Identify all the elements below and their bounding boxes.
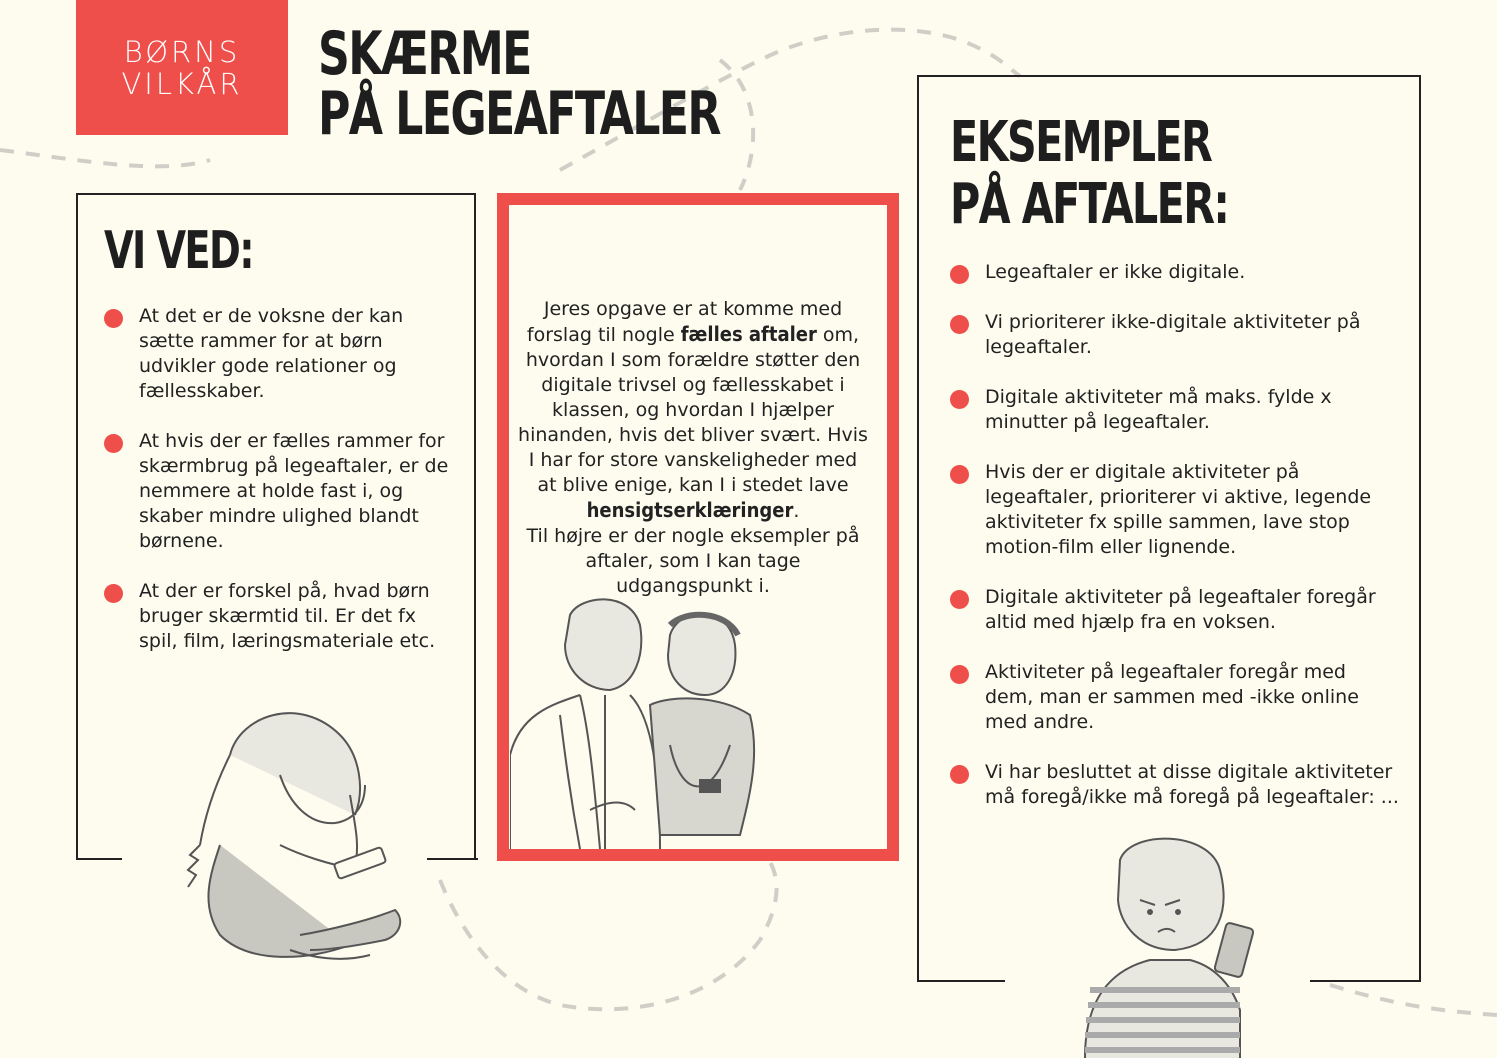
task-text-part-4: Til højre er der nogle eksempler på aftaler, som I kan tage udgangspunkt i. [526, 525, 860, 597]
keyword-hensigtserklaeringer: hensigtserklæringer [586, 498, 794, 522]
list-item: At det er de voksne der kan sætte rammer for at børn udvikler gode relationer og fællesskaber. [104, 304, 454, 404]
list-item: Digitale aktiviteter må maks. fylde x minutter på legeaftaler. [950, 385, 1400, 435]
list-item: Legeaftaler er ikke digitale. [950, 260, 1400, 285]
eksempler-heading [950, 112, 1228, 236]
list-item: Hvis der er digitale aktiviteter på legeaftaler, prioriterer vi aktive, legende aktiviteter fx spille sammen, lave stop motion-film eller lignende. [950, 460, 1400, 560]
girl-with-phone-illustration [160, 695, 410, 975]
list-item: At hvis der er fælles rammer for skærmbrug på legeaftaler, er de nemmere at holde fast i, og skaber mindre ulighed blandt børnene. [104, 429, 454, 554]
box-border-segment [917, 980, 1005, 982]
vi-ved-list [104, 304, 454, 679]
two-children-illustration [510, 595, 887, 849]
keyword-faelles-aftaler: fælles aftaler [680, 322, 817, 346]
task-text-part-1: Jeres opgave er at komme med forslag til nogle [526, 298, 843, 346]
title-line-2: PÅ LEGEAFTALER [318, 79, 720, 149]
eksempler-heading-line-2: PÅ AFTALER: [950, 172, 1229, 237]
task-text-part-2: om, hvordan I som forældre støtter den digitale trivsel og fællesskabet i klassen, og hvordan I hjælper hinanden, hvis det bliver svært. Hvis I har for store vanskeligheder med at blive enige, kan I i stedet lave [518, 324, 868, 496]
list-item: Digitale aktiviteter på legeaftaler foregår altid med hjælp fra en voksen. [950, 585, 1400, 635]
box-border-segment [427, 858, 478, 860]
box-border-segment [76, 858, 122, 860]
logo-line-2: VILKÅR [121, 66, 243, 101]
title-line-1: SKÆRME [318, 19, 531, 89]
list-item: Vi har besluttet at disse digitale aktiviteter må foregå/ikke må foregå på legeaftaler: ... [950, 760, 1400, 810]
box-border-segment [1310, 980, 1421, 982]
logo-line-1: BØRNS [123, 34, 241, 69]
task-description [518, 297, 868, 599]
boy-with-phone-illustration [1080, 830, 1260, 1058]
list-item: At der er forskel på, hvad børn bruger skærmtid til. Er det fx spil, film, læringsmateriale etc. [104, 579, 454, 654]
eksempler-heading-line-1: EKSEMPLER [950, 110, 1212, 175]
vi-ved-heading: VI VED: [104, 221, 253, 281]
task-text-part-3: . [793, 500, 800, 522]
list-item: Aktiviteter på legeaftaler foregår med dem, man er sammen med -ikke online med andre. [950, 660, 1400, 735]
eksempler-list [950, 260, 1400, 835]
list-item: Vi prioriterer ikke-digitale aktiviteter på legeaftaler. [950, 310, 1400, 360]
page-title [318, 19, 720, 149]
borns-vilkar-logo [76, 0, 288, 135]
